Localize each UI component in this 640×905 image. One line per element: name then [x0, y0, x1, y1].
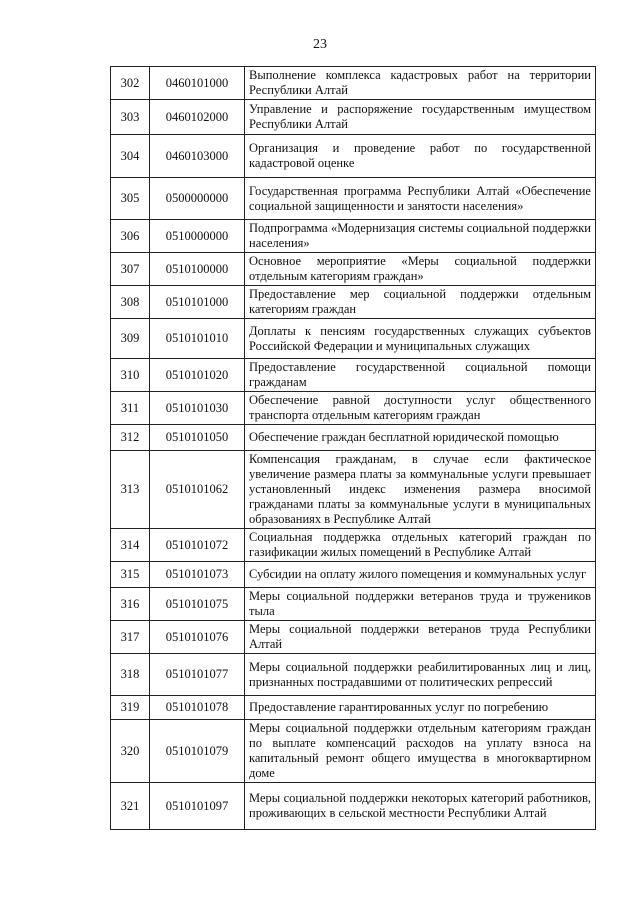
row-name: Государственная программа Республики Алтай «Обеспечение социальной защищенности и занятости населения»: [245, 178, 596, 220]
row-code: 0510101000: [150, 286, 245, 319]
table-row: [111, 392, 596, 425]
row-number: 312: [111, 425, 150, 451]
row-name: Предоставление гарантированных услуг по погребению: [245, 696, 596, 720]
row-name: Социальная поддержка отдельных категорий граждан по газификации жилых помещений в Республике Алтай: [245, 529, 596, 562]
row-name: Меры социальной поддержки реабилитированных лиц и лиц, признанных пострадавшими от политических репрессий: [245, 654, 596, 696]
row-code: 0510000000: [150, 220, 245, 253]
row-name: Компенсация гражданам, в случае если фактическое увеличение размера платы за коммунальные услуги превышает установленный индекс изменения размера вносимой гражданами платы за коммунальные услуги в муниципальных образованиях в Республике Алтай: [245, 451, 596, 529]
row-code: 0510101030: [150, 392, 245, 425]
table-row: [111, 588, 596, 621]
row-name: Меры социальной поддержки некоторых категорий работников, проживающих в сельской местности Республики Алтай: [245, 783, 596, 830]
row-code: 0510101072: [150, 529, 245, 562]
row-number: 303: [111, 100, 150, 135]
table-row: [111, 178, 596, 220]
row-number: 313: [111, 451, 150, 529]
row-name: Подпрограмма «Модернизация системы социальной поддержки населения»: [245, 220, 596, 253]
row-name: Организация и проведение работ по государственной кадастровой оценке: [245, 135, 596, 178]
row-number: 309: [111, 319, 150, 359]
table-row: [111, 783, 596, 830]
row-code: 0510101077: [150, 654, 245, 696]
row-name: Доплаты к пенсиям государственных служащих субъектов Российской Федерации и муниципальных служащих: [245, 319, 596, 359]
table-row: [111, 253, 596, 286]
table-row: [111, 220, 596, 253]
row-name: Предоставление государственной социальной помощи гражданам: [245, 359, 596, 392]
row-code: 0460102000: [150, 100, 245, 135]
table-row: [111, 359, 596, 392]
row-code: 0510101073: [150, 562, 245, 588]
row-code: 0510101076: [150, 621, 245, 654]
row-code: 0460103000: [150, 135, 245, 178]
row-number: 302: [111, 67, 150, 100]
row-code: 0510100000: [150, 253, 245, 286]
row-name: Меры социальной поддержки ветеранов труда и тружеников тыла: [245, 588, 596, 621]
table-row: [111, 451, 596, 529]
row-code: 0510101050: [150, 425, 245, 451]
row-number: 315: [111, 562, 150, 588]
row-name: Выполнение комплекса кадастровых работ на территории Республики Алтай: [245, 67, 596, 100]
row-number: 316: [111, 588, 150, 621]
budget-codes-table: [110, 66, 596, 830]
row-code: 0510101010: [150, 319, 245, 359]
row-code: 0510101097: [150, 783, 245, 830]
table-row: [111, 696, 596, 720]
row-number: 305: [111, 178, 150, 220]
row-name: Управление и распоряжение государственным имуществом Республики Алтай: [245, 100, 596, 135]
row-number: 320: [111, 720, 150, 783]
row-code: 0460101000: [150, 67, 245, 100]
row-name: Меры социальной поддержки отдельным категориям граждан по выплате компенсаций расходов на уплату взноса на капитальный ремонт общего имущества в многоквартирном доме: [245, 720, 596, 783]
table-row: [111, 621, 596, 654]
row-name: Основное мероприятие «Меры социальной поддержки отдельным категориям граждан»: [245, 253, 596, 286]
table-row: [111, 529, 596, 562]
row-code: 0510101079: [150, 720, 245, 783]
row-code: 0510101062: [150, 451, 245, 529]
table-row: [111, 135, 596, 178]
row-name: Обеспечение равной доступности услуг общественного транспорта отдельным категориям граждан: [245, 392, 596, 425]
row-number: 318: [111, 654, 150, 696]
row-number: 307: [111, 253, 150, 286]
table-row: [111, 319, 596, 359]
row-number: 304: [111, 135, 150, 178]
row-number: 319: [111, 696, 150, 720]
row-code: 0510101078: [150, 696, 245, 720]
table-row: [111, 562, 596, 588]
row-number: 317: [111, 621, 150, 654]
row-code: 0510101020: [150, 359, 245, 392]
row-number: 314: [111, 529, 150, 562]
row-number: 310: [111, 359, 150, 392]
row-number: 306: [111, 220, 150, 253]
table-row: [111, 286, 596, 319]
row-code: 0510101075: [150, 588, 245, 621]
row-name: Субсидии на оплату жилого помещения и коммунальных услуг: [245, 562, 596, 588]
table-row: [111, 67, 596, 100]
table-row: [111, 720, 596, 783]
table-row: [111, 654, 596, 696]
row-name: Предоставление мер социальной поддержки отдельным категориям граждан: [245, 286, 596, 319]
row-number: 308: [111, 286, 150, 319]
row-name: Меры социальной поддержки ветеранов труда Республики Алтай: [245, 621, 596, 654]
row-code: 0500000000: [150, 178, 245, 220]
row-number: 321: [111, 783, 150, 830]
table-row: [111, 425, 596, 451]
table-row: [111, 100, 596, 135]
row-number: 311: [111, 392, 150, 425]
row-name: Обеспечение граждан бесплатной юридической помощью: [245, 425, 596, 451]
page-number: 23: [313, 37, 327, 52]
